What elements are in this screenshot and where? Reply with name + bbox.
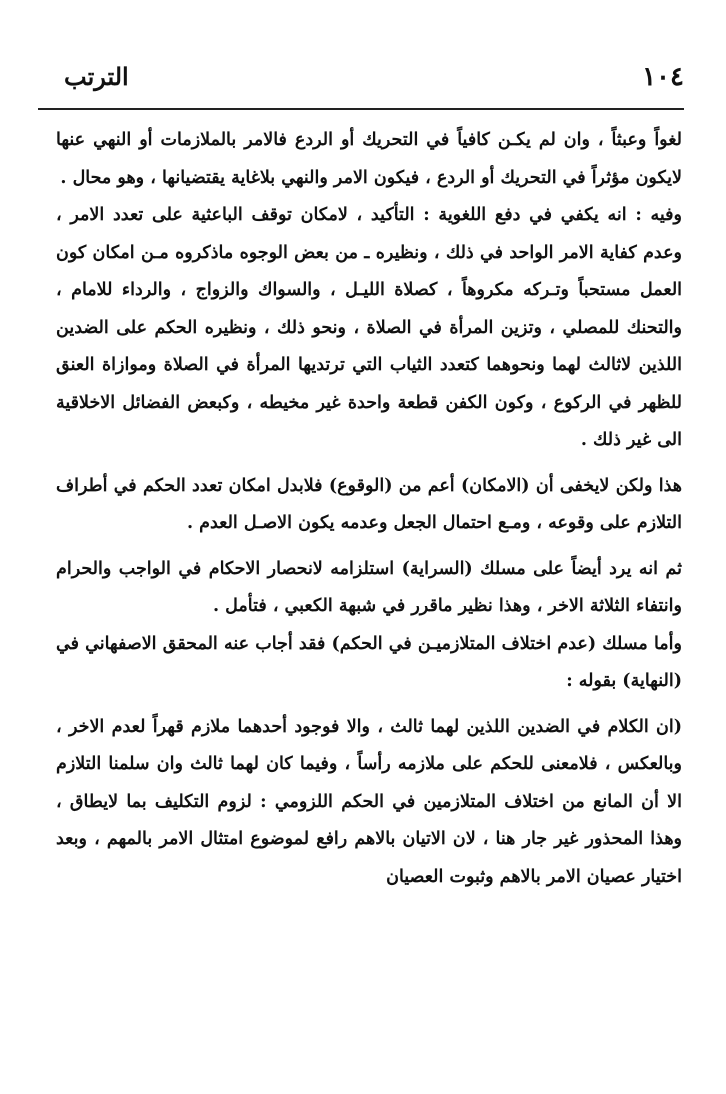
running-title: الترتب (64, 62, 129, 91)
page-number: ١٠٤ (642, 62, 684, 92)
paragraph-3 (56, 468, 682, 543)
paragraph-1 (56, 122, 682, 197)
text-line: وفيه : انه يكفي في دفع اللغوية : التأكيد ، لامكان توقف الباعثية على تعدد (112, 205, 682, 225)
header-divider (38, 108, 684, 110)
paragraph-6-quotation (56, 709, 682, 897)
text-line: لعدم الاخر ، وبالعكس ، فلامعنى للحكم على ملازمه رأساً ، وفيما كان لهما ثالث (56, 716, 682, 774)
text-line: لغواً وعبثاً ، وان لم يكـن كافياً في التحريك أو الردع فالامر بالملازمات أو (139, 130, 682, 150)
text-line: النهي عنها لايكون مؤثراً في التحريك أو الردع ، فيكون الامر والنهي بلاغاية (56, 130, 682, 188)
text-line: ثم انه يرد أيضاً على مسلك (السراية) استلزامه لانحصار الاحكام في الواجب (118, 558, 683, 579)
text-line: قطعة واحدة غير مخيطه ، وكبعض الفضائل الاخلاقية الى غير ذلك . (56, 392, 682, 450)
paragraph-4 (56, 551, 682, 626)
text-line: والزواج ، والرداء للامام ، والتحنك للمصلي ، وتزين المرأة في الصلاة ، ونحو (56, 280, 682, 338)
text-line: الامر ، وعدم كفاية الامر الواحد في ذلك ، ونظيره ـ من بعض الوجوه ماذكروه (56, 205, 682, 263)
text-line: وأما مسلك (عدم اختلاف المتلازميـن في الحكم) فقد أجاب عنه المحقق (162, 633, 682, 654)
text-line: هذا ولكن لايخفى أن (الامكان) أعم من (الوقوع) فلابدل امكان تعدد الحكم (142, 475, 683, 496)
body-text (56, 122, 682, 896)
text-line: والحرام وانتفاء الثلاثة الاخر ، وهذا نظير ماقرر في شبهة الكعبي ، فتأمل . (56, 558, 682, 616)
text-line: لموضوع امتثال الامر بالمهم ، وبعد اختيار عصيان الامر بالاهم وثبوت العصيان (56, 829, 682, 887)
text-line: مـن امكان كون العمل مستحباً وتـركه مكروهاً ، كصلاة الليـل ، والسواك (56, 242, 683, 300)
text-line: الاصفهاني في (النهاية) بقوله : (56, 633, 682, 691)
paragraph-2 (56, 197, 682, 460)
page-header (38, 58, 684, 104)
text-line: في أطراف التلازم على وقوعه ، ومـع احتمال الجعل وعدمه يكون الاصـل (56, 475, 682, 533)
text-line: (ان الكلام في الضدين اللذين لهما ثالث ، والا فوجود أحدهما ملازم قهراً (152, 716, 683, 737)
text-line: ذلك ، ونظيره الحكم على الضدين اللذين لاثالث لهما ونحوهما كتعدد الثياب (56, 317, 682, 375)
text-line: التي ترتديها المرأة في الصلاة وموازاة العنق للظهر في الركوع ، وكون الكفن (56, 355, 682, 413)
text-line: العدم . (186, 513, 238, 533)
text-line: وان سلمنا التلازم الا أن المانع من اختلاف المتلازمين في الحكم اللزومي : (56, 754, 683, 812)
text-line: يقتضيانها ، وهو محال . (60, 167, 226, 188)
paragraph-5 (56, 626, 682, 701)
text-line: لزوم التكليف بما لايطاق ، وهذا المحذور غير جار هنا ، لان الاتيان بالاهم رافع (56, 791, 682, 849)
